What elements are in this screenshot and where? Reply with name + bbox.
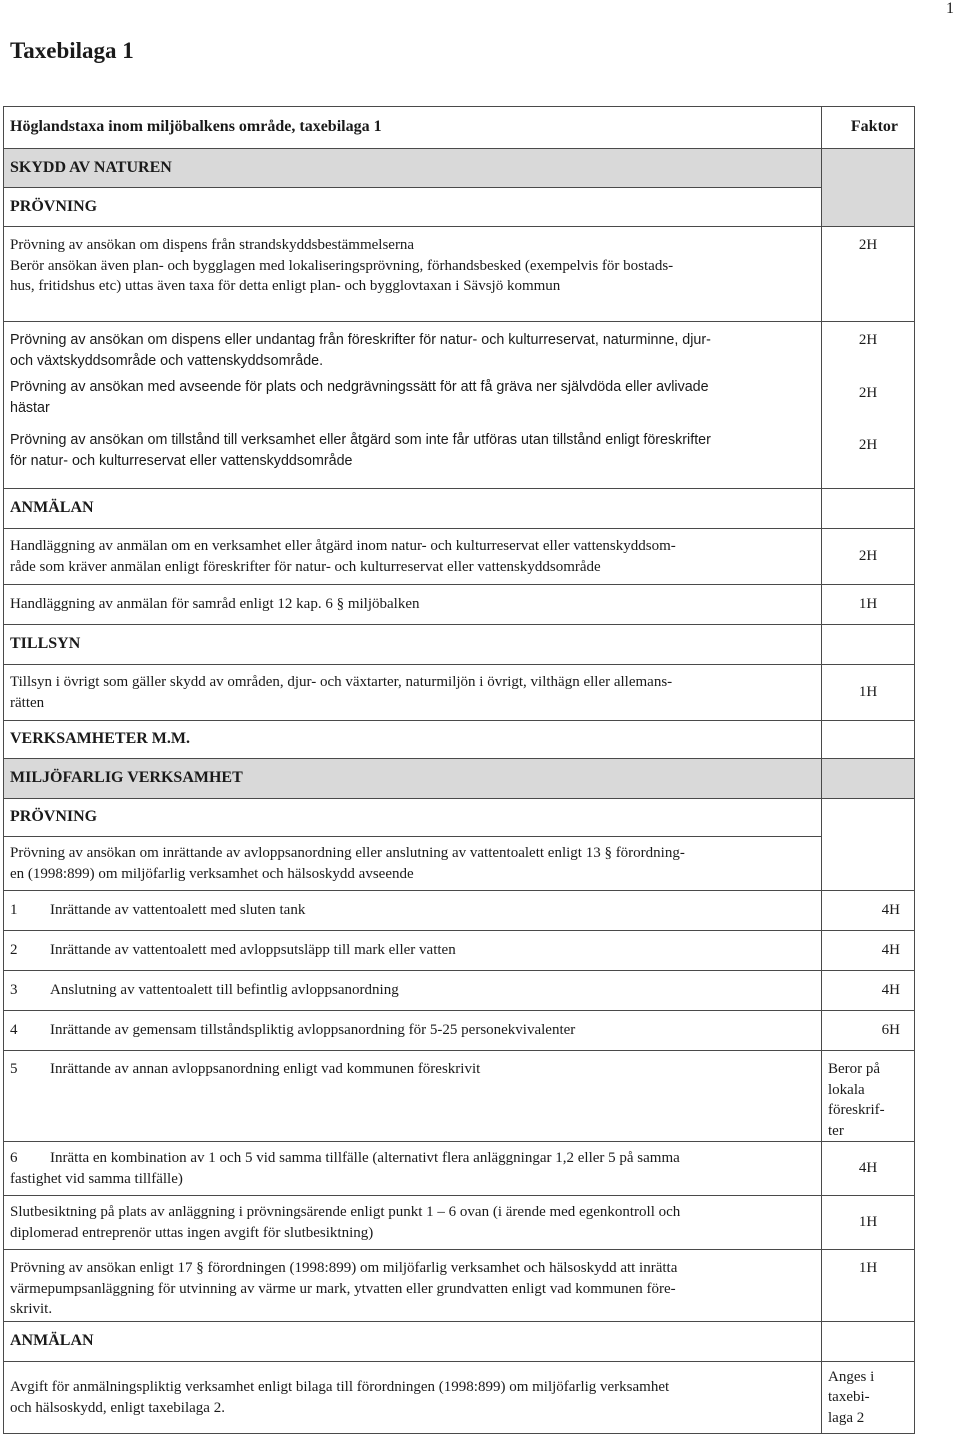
factor-value: 2H xyxy=(822,529,915,585)
row-text-line: Avgift för anmälningspliktig verksamhet enligt bilaga till förordningen (1998:899) om miljöfarlig verksamhet xyxy=(10,1379,670,1395)
row-text-line: skrivit. xyxy=(10,1301,53,1317)
table-row xyxy=(4,1196,915,1250)
list-item xyxy=(4,931,915,971)
item-number: 4 xyxy=(10,1022,18,1039)
table-row xyxy=(4,1142,915,1196)
section-row xyxy=(4,759,915,799)
empty-cell xyxy=(822,721,915,759)
row-text-line: hus, fritidshus etc) uttas även taxa för detta enligt plan- och bygglovtaxan i Sävsjö kommun xyxy=(10,278,561,294)
factor-value: 4H xyxy=(822,1142,915,1196)
row-dispens-group xyxy=(4,322,822,489)
factor-note-line: Beror på xyxy=(828,1061,881,1077)
item-text: Anslutning av vattentoalett till befintlig avloppsanordning xyxy=(50,982,399,999)
subsection-row xyxy=(4,188,915,227)
row-text-line: rätten xyxy=(10,694,45,711)
row-text-line: Tillsyn i övrigt som gäller skydd av områden, djur- och växtarter, naturmiljön i övrigt, vilthägn eller allemans- xyxy=(10,674,673,690)
row-text-line: och hälsoskydd, enligt taxebilaga 2. xyxy=(10,1399,225,1416)
factor-value: 1H xyxy=(822,585,915,625)
row-text-line: Prövning av ansökan enligt 17 § förordningen (1998:899) om miljöfarlig verksamhet och hälsoskydd att inrätta xyxy=(10,1260,678,1276)
section-verksamheter: VERKSAMHETER M.M. xyxy=(4,721,822,759)
factor-note xyxy=(822,1051,915,1142)
row-text-line: en (1998:899) om miljöfarlig verksamhet och hälsoskydd avseende xyxy=(10,865,414,882)
row-text-line: hästar xyxy=(10,399,50,416)
empty-cell xyxy=(822,1322,915,1362)
row-text-line: diplomerad entreprenör uttas ingen avgift för slutbesiktning) xyxy=(10,1224,374,1241)
grey-faktor-cell xyxy=(822,149,915,227)
section-skydd-av-naturen: SKYDD AV NATUREN xyxy=(4,149,822,188)
row-varmepump xyxy=(4,1250,822,1322)
subsection-provning: PRÖVNING xyxy=(4,188,822,227)
factor-note-line: lokala xyxy=(828,1081,865,1098)
row-hastar xyxy=(10,377,815,418)
row-kombination xyxy=(4,1142,822,1196)
list-item xyxy=(4,1051,915,1142)
table-row xyxy=(4,665,915,721)
factor-note-line: taxebi- xyxy=(828,1389,870,1406)
row-slutbesiktning xyxy=(4,1196,822,1250)
table-row xyxy=(4,529,915,585)
list-item xyxy=(4,971,915,1011)
fee-table xyxy=(3,106,915,1434)
row-text-line: och växtskyddsområde och vattenskyddsområde. xyxy=(10,352,324,369)
factor-value: 1H xyxy=(822,1196,915,1250)
item-number: 5 xyxy=(10,1061,18,1077)
subsection-row xyxy=(4,1322,915,1362)
list-item xyxy=(4,1011,915,1051)
item-3 xyxy=(4,971,822,1011)
row-text-line: för natur- och kulturreservat eller vattenskyddsområde xyxy=(10,452,353,469)
factor-value: 4H xyxy=(822,891,915,931)
item-text: Inrättande av vattentoalett med sluten tank xyxy=(50,902,306,919)
factor-value: 4H xyxy=(822,931,915,971)
factor-value: 2H xyxy=(822,227,915,322)
factor-note-line: föreskrif- xyxy=(828,1102,885,1118)
item-5 xyxy=(4,1051,822,1142)
page-number: 1 xyxy=(946,0,954,17)
factor-value: 1H xyxy=(822,665,915,721)
empty-cell xyxy=(822,625,915,665)
list-item xyxy=(4,891,915,931)
document-title: Taxebilaga 1 xyxy=(10,38,134,63)
item-number: 3 xyxy=(10,982,18,999)
section-miljofarlig: MILJÖFARLIG VERKSAMHET xyxy=(4,759,822,799)
row-text-line: Slutbesiktning på plats av anläggning i prövningsärende enligt punkt 1 – 6 ovan (i ärende med egenkontroll och xyxy=(10,1204,681,1220)
row-text-line: Berör ansökan även plan- och bygglagen med lokaliseringsprövning, förhandsbesked (exempelvis för bostads- xyxy=(10,257,674,274)
section-row xyxy=(4,721,915,759)
row-text-line: Prövning av ansökan om dispens från strandskyddsbestämmelserna xyxy=(10,237,415,253)
row-text-line: fastighet vid samma tillfälle) xyxy=(10,1170,183,1187)
row-strandskydd xyxy=(4,227,822,322)
table-row xyxy=(4,227,915,322)
factor-value: 2H xyxy=(858,384,878,401)
row-tillstand-reservat xyxy=(10,430,815,471)
factor-value: 4H xyxy=(822,971,915,1011)
table-header: Höglandstaxa inom miljöbalkens område, taxebilaga 1 xyxy=(4,107,822,149)
item-4 xyxy=(4,1011,822,1051)
row-text-line xyxy=(10,1148,815,1169)
row-avlopp-intro xyxy=(4,837,822,891)
empty-cell xyxy=(822,799,915,891)
table-row xyxy=(4,1250,915,1322)
row-tillsyn-ovrigt xyxy=(4,665,822,721)
row-anmalan-reservat xyxy=(4,529,822,585)
factor-value: 2H xyxy=(858,332,878,348)
row-samrad: Handläggning av anmälan för samråd enligt 12 kap. 6 § miljöbalken xyxy=(4,585,822,625)
table-row xyxy=(4,837,915,891)
item-1 xyxy=(4,891,822,931)
item-2 xyxy=(4,931,822,971)
factor-value-group xyxy=(822,322,915,489)
table-row xyxy=(4,1362,915,1434)
factor-note-line: laga 2 xyxy=(828,1409,865,1426)
row-text-line: Prövning av ansökan om tillstånd till verksamhet eller åtgärd som inte får utföras utan tillstånd enligt föreskrifter xyxy=(10,432,711,448)
item-number: 2 xyxy=(10,942,18,959)
table-row xyxy=(4,585,915,625)
row-dispens-reservat xyxy=(10,330,815,371)
item-text: Inrättande av gemensam tillståndspliktig avloppsanordning för 5-25 personekvivalenter xyxy=(50,1022,576,1039)
factor-value: 6H xyxy=(822,1011,915,1051)
factor-note xyxy=(822,1362,915,1434)
subsection-row xyxy=(4,625,915,665)
factor-note-line: ter xyxy=(828,1122,844,1139)
subsection-row xyxy=(4,489,915,529)
factor-value: 1H xyxy=(822,1250,915,1322)
row-anmalningspliktig xyxy=(4,1362,822,1434)
row-text-line: Handläggning av anmälan om en verksamhet eller åtgärd inom natur- och kulturreservat eller vattenskyddsom- xyxy=(10,538,676,554)
row-text-line: värmepumpsanläggning för utvinning av värme ur mark, ytvatten eller grundvatten enligt vad kommunen före- xyxy=(10,1280,676,1297)
factor-note-line: Anges i xyxy=(828,1368,875,1385)
subsection-anmalan: ANMÄLAN xyxy=(4,489,822,529)
section-row xyxy=(4,149,915,188)
row-text-line: Prövning av ansökan om dispens eller undantag från föreskrifter för natur- och kulturreservat, naturminne, djur- xyxy=(10,332,711,348)
grey-faktor-cell xyxy=(822,759,915,799)
subsection-row xyxy=(4,799,915,837)
table-row-group xyxy=(4,322,915,489)
empty-cell xyxy=(822,489,915,529)
item-text: Inrättande av annan avloppsanordning enligt vad kommunen föreskrivit xyxy=(50,1061,481,1077)
item-text: Inrätta en kombination av 1 och 5 vid samma tillfälle (alternativt flera anläggningar 1,2 eller 5 på samma xyxy=(50,1150,680,1166)
item-text: Inrättande av vattentoalett med avloppsutsläpp till mark eller vatten xyxy=(50,942,456,959)
item-number: 6 xyxy=(10,1150,18,1166)
factor-value: 2H xyxy=(858,437,878,453)
subsection-anmalan-2: ANMÄLAN xyxy=(4,1322,822,1362)
faktor-header: Faktor xyxy=(822,107,915,149)
row-text-line: Prövning av ansökan med avseende för plats och nedgrävningssätt för att få gräva ner självdöda eller avlivade xyxy=(10,379,709,395)
subsection-tillsyn: TILLSYN xyxy=(4,625,822,665)
item-number: 1 xyxy=(10,902,18,919)
row-text-line: Prövning av ansökan om inrättande av avloppsanordning eller anslutning av vattentoalett enligt 13 § förordning- xyxy=(10,845,685,861)
row-text-line: råde som kräver anmälan enligt föreskrifter för natur- och kulturreservat eller vattenskyddsområde xyxy=(10,558,601,575)
subsection-provning-2: PRÖVNING xyxy=(4,799,822,837)
table-header-row xyxy=(4,107,915,149)
